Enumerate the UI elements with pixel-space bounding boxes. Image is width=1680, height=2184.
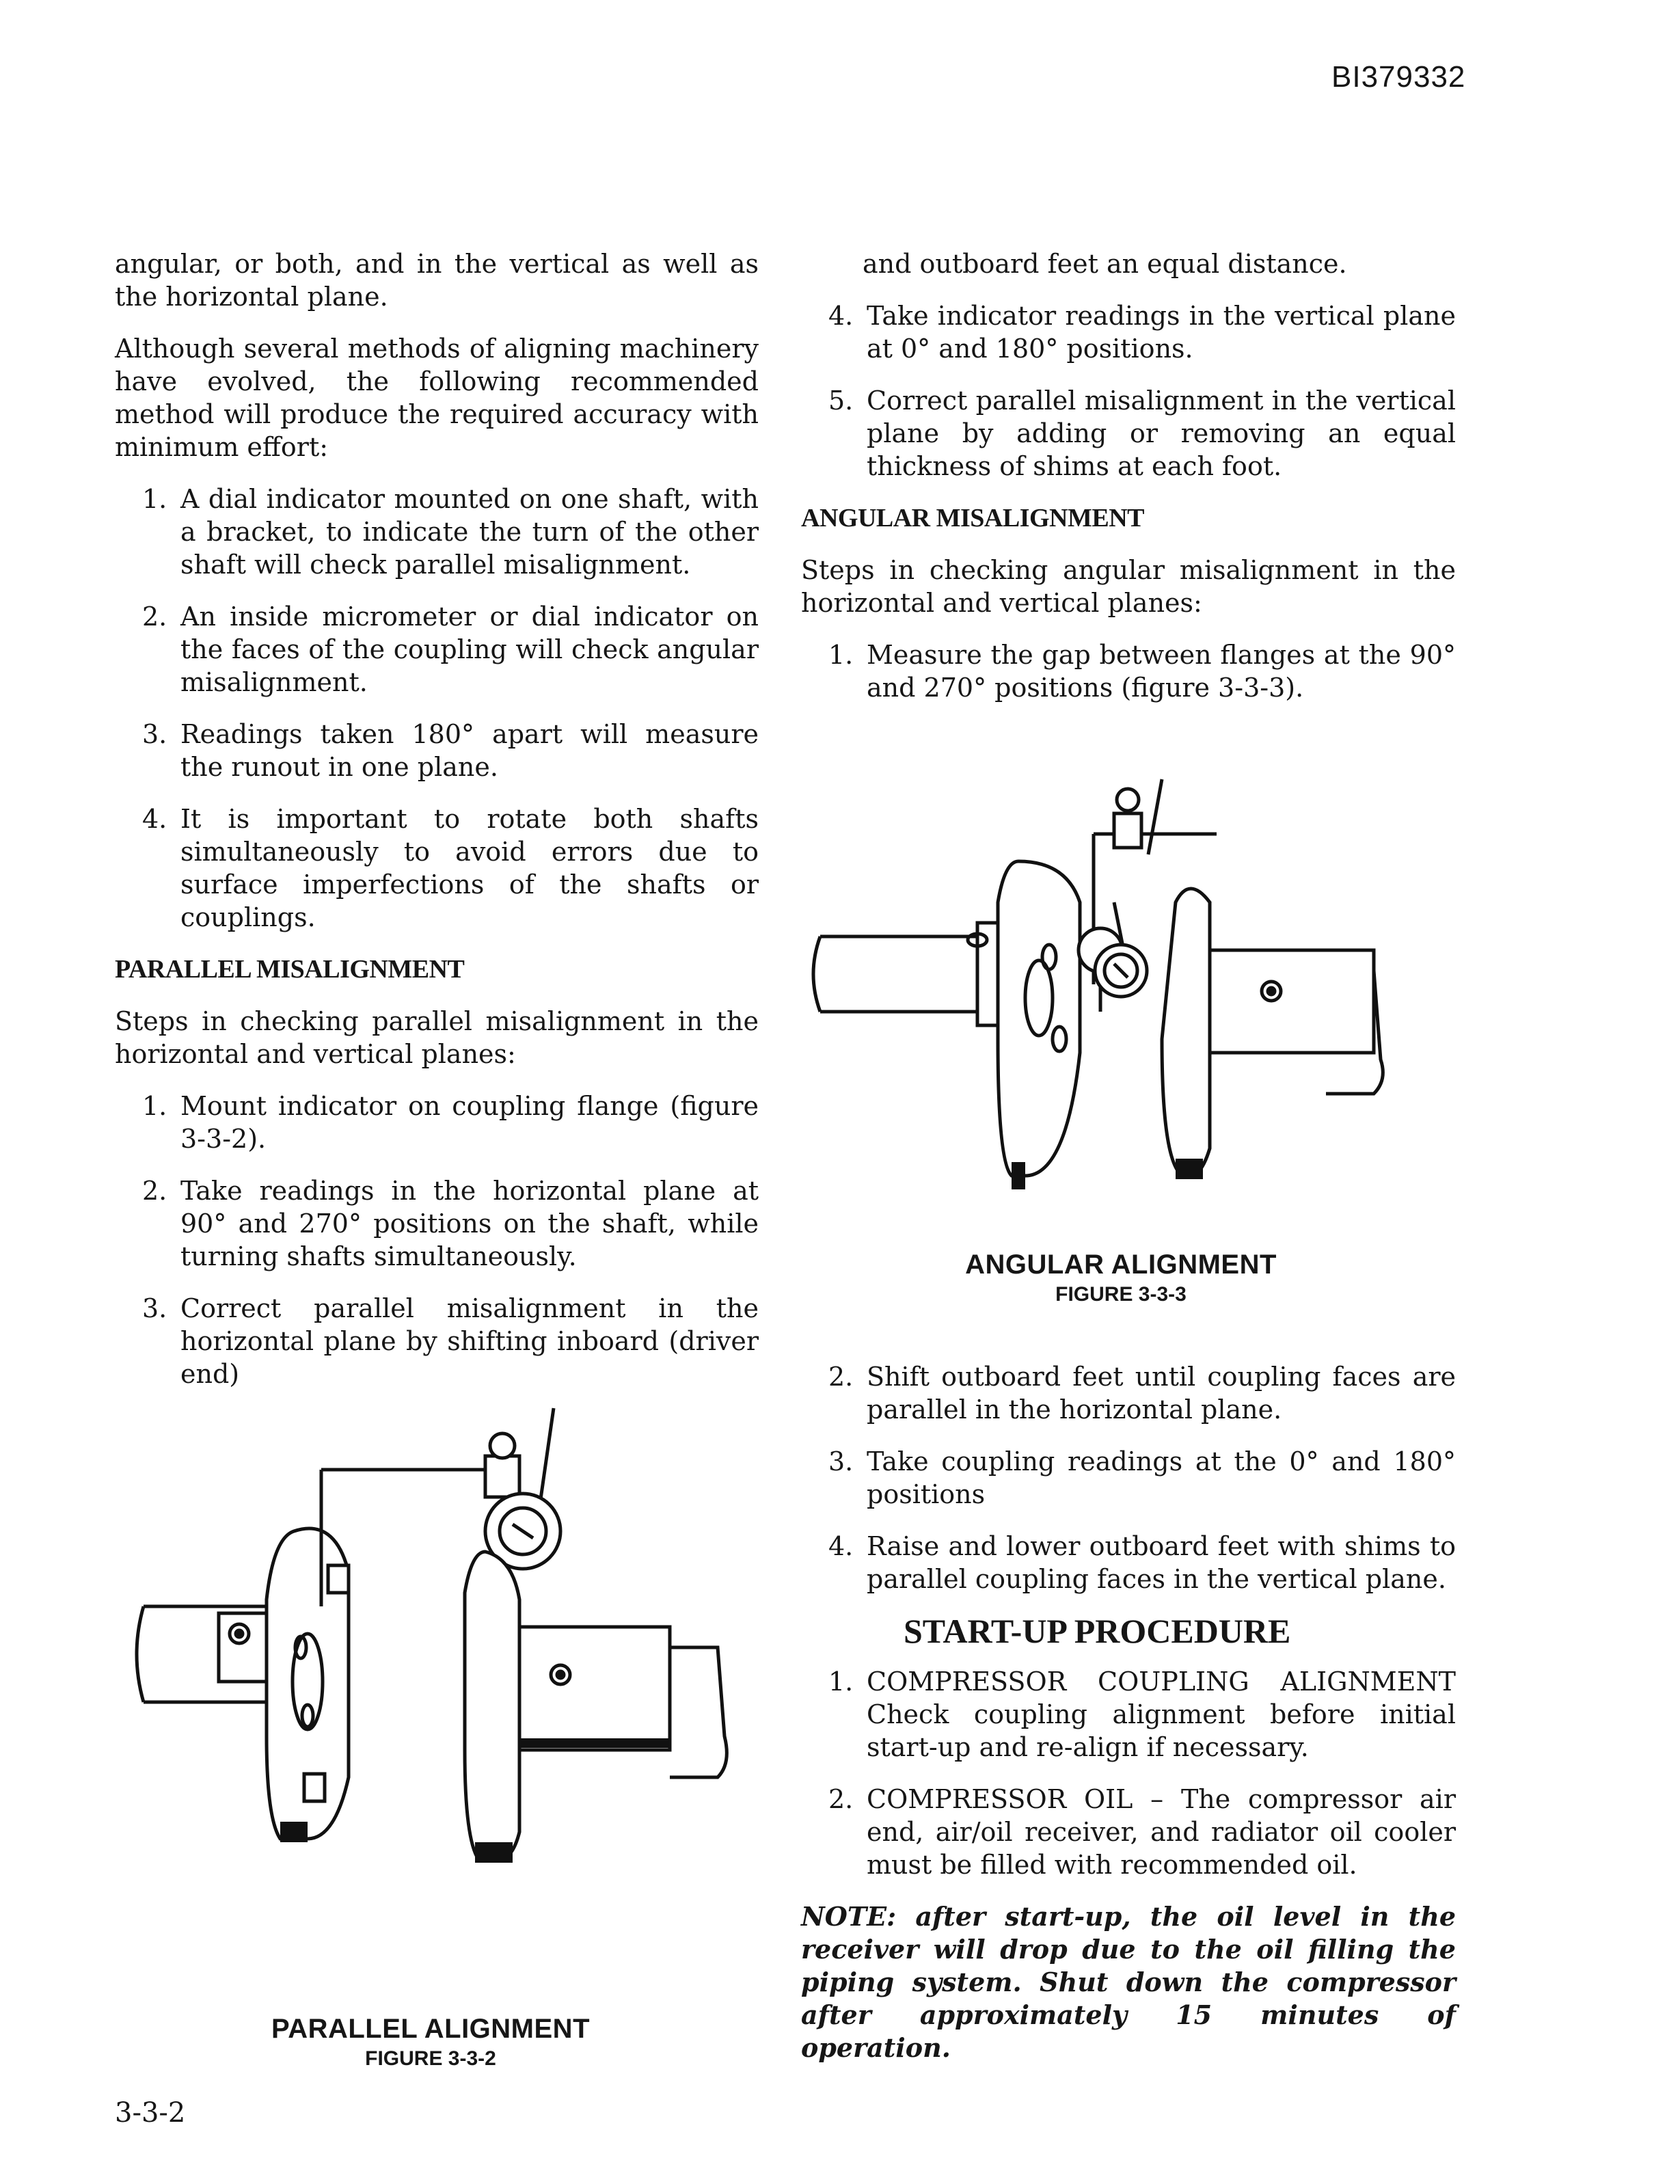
intro-continuation: angular, or both, and in the vertical as well as the horizontal plane. [115, 249, 759, 312]
list-item: 4. It is important to rotate both shafts simultaneously to avoid errors due to surface imperfections of the shafts or couplings. [142, 804, 759, 932]
list-item: 3. Take coupling readings at the 0° and 180° positions [828, 1446, 1456, 1509]
list-item: 3. Readings taken 180° apart will measure the runout in one plane. [142, 719, 759, 782]
startup-procedure-heading: START-UP PROCEDURE [904, 1612, 1291, 1650]
list-item: 1. A dial indicator mounted on one shaft, with a bracket, to indicate the turn of the other shaft will check parallel misalignment. [142, 484, 759, 580]
right-column-bottom [801, 1360, 1456, 2084]
angular-misalignment-heading: ANGULAR MISALIGNMENT [801, 504, 1144, 532]
parallel-figure-caption [246, 2014, 615, 2071]
angular-figure-number: FIGURE 3-3-3 [1055, 1283, 1187, 1306]
list-item: 4. Take indicator readings in the vertical plane at 0° and 180° positions. [828, 301, 1456, 364]
angular-figure-title: ANGULAR ALIGNMENT [965, 1250, 1277, 1280]
list-item: 2. COMPRESSOR OIL – The compressor air end, air/oil receiver, and radiator oil cooler must be filled with recommended oil. [828, 1784, 1456, 1880]
parallel-alignment-figure [130, 1394, 745, 1887]
angular-intro: Steps in checking angular misalignment in the horizontal and vertical planes: [801, 555, 1456, 618]
parallel-continuation: and outboard feet an equal distance. [863, 249, 1347, 279]
list-item: 1. Measure the gap between flanges at the 90° and 270° positions (figure 3-3-3). [828, 640, 1456, 703]
page-number: 3-3-2 [115, 2097, 186, 2129]
list-item: 2. An inside micrometer or dial indicator on the faces of the coupling will check angular misalignment. [142, 602, 759, 697]
list-item: 5. Correct parallel misalignment in the vertical plane by adding or removing an equal thickness of shims at each foot. [828, 386, 1456, 481]
parallel-intro: Steps in checking parallel misalignment in the horizontal and vertical planes: [115, 1006, 759, 1069]
startup-note: NOTE: after start-up, the oil level in the receiver will drop due to the oil filling the piping system. Shut down the compressor after approximately 15 minutes of operation. [801, 1901, 1456, 2063]
angular-alignment-figure [807, 766, 1435, 1189]
intro-paragraph: Although several methods of aligning machinery have evolved, the following recommended method will produce the required accuracy with minimum effort: [115, 334, 759, 462]
angular-figure-caption [943, 1250, 1299, 1306]
list-item: 4. Raise and lower outboard feet with shims to parallel coupling faces in the vertical plane. [828, 1531, 1456, 1594]
list-item: 2. Shift outboard feet until coupling faces are parallel in the horizontal plane. [828, 1362, 1456, 1425]
document-id: BI379332 [1331, 60, 1466, 94]
parallel-figure-number: FIGURE 3-3-2 [365, 2047, 496, 2070]
list-item: 1. COMPRESSOR COUPLING ALIGNMENT Check coupling alignment before initial start-up and re-align if necessary. [828, 1667, 1456, 1762]
parallel-misalignment-heading: PARALLEL MISALIGNMENT [115, 955, 465, 984]
parallel-figure-title: PARALLEL ALIGNMENT [271, 2014, 590, 2044]
list-item: 3. Correct parallel misalignment in the horizontal plane by shifting inboard (driver end) [142, 1293, 759, 1389]
left-column [115, 247, 759, 1410]
list-item: 1. Mount indicator on coupling flange (figure 3-3-2). [142, 1091, 759, 1154]
list-item: 2. Take readings in the horizontal plane at 90° and 270° positions on the shaft, while turning shafts simultaneously. [142, 1176, 759, 1271]
right-column-top [801, 247, 1456, 723]
